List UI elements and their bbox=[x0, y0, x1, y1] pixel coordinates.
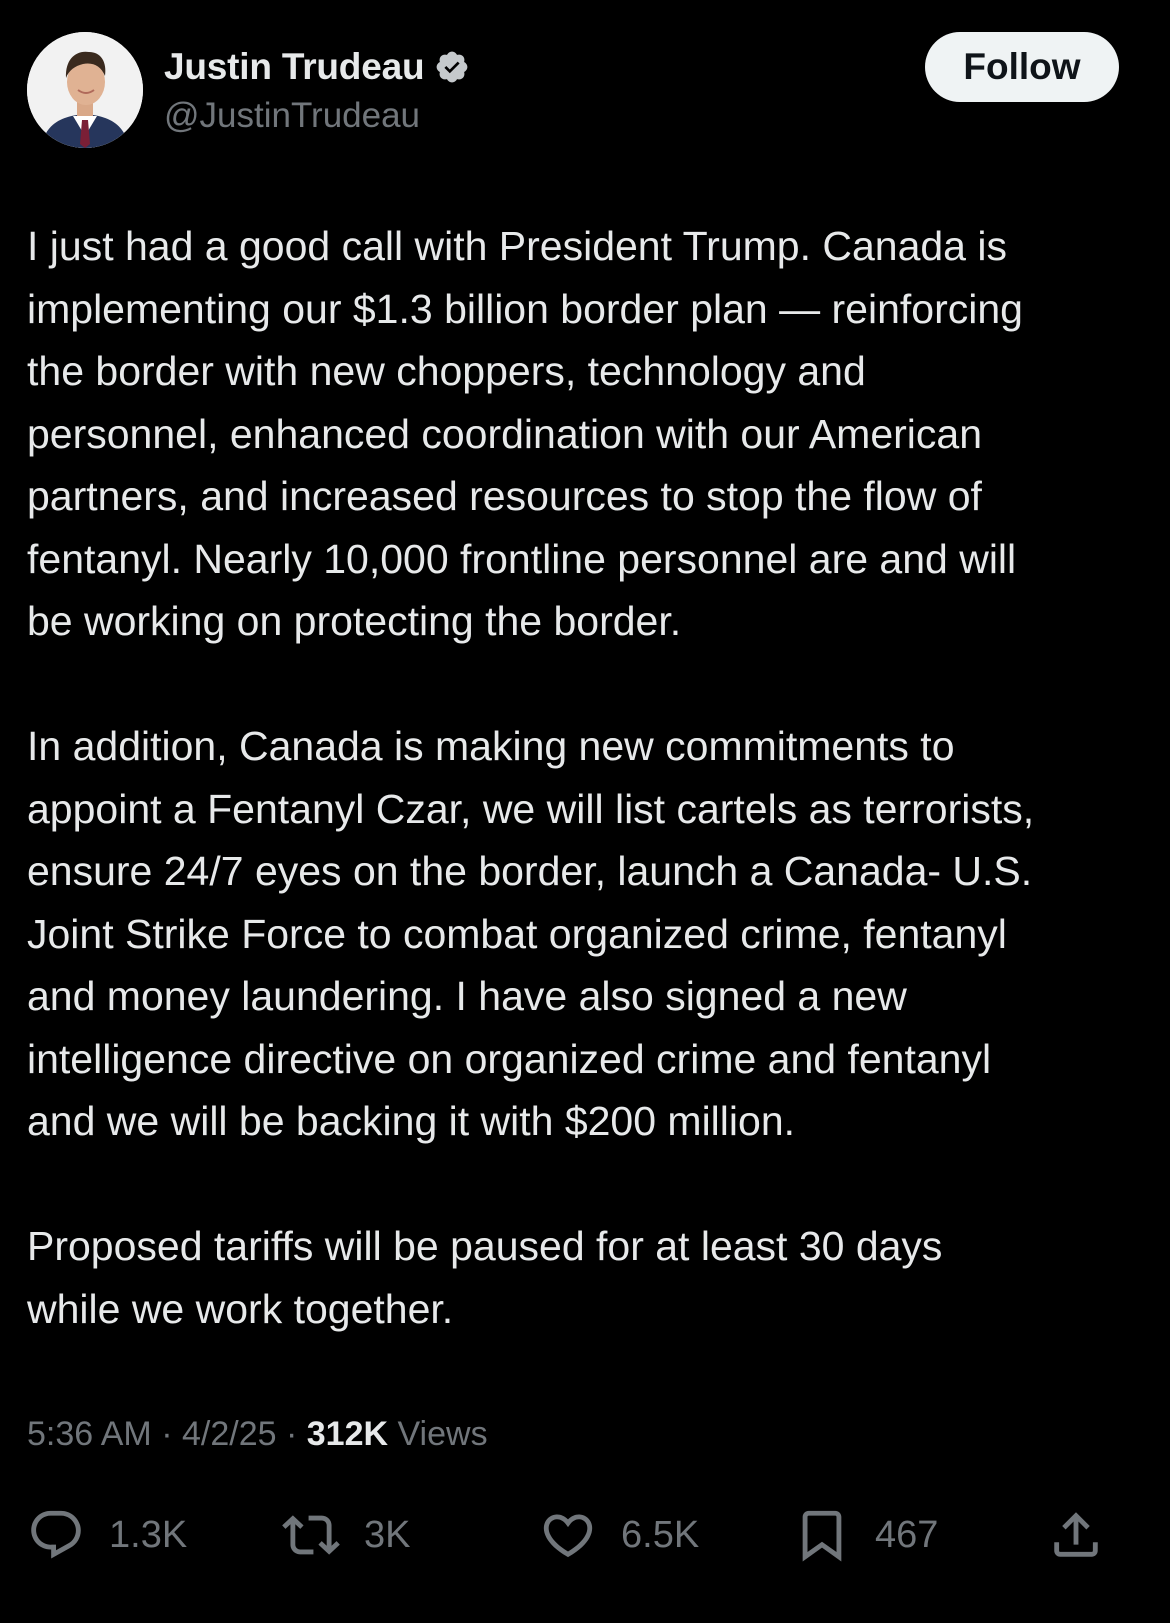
tweet-line: and money laundering. I have also signed a new bbox=[27, 973, 907, 1019]
profile-photo-icon bbox=[27, 32, 143, 148]
heart-icon bbox=[539, 1506, 597, 1564]
tweet-line: and we will be backing it with $200 million. bbox=[27, 1098, 796, 1144]
tweet-line: be working on protecting the border. bbox=[27, 598, 682, 644]
paragraph-gap bbox=[27, 653, 1147, 716]
tweet-line: while we work together. bbox=[27, 1285, 454, 1332]
views-label: Views bbox=[397, 1415, 488, 1453]
tweet-date[interactable]: 4/2/25 bbox=[181, 1415, 277, 1453]
tweet-line: partners, and increased resources to stop the flow of bbox=[27, 473, 982, 519]
meta-separator: · bbox=[285, 1415, 298, 1453]
tweet-line: the border with new choppers, technology and bbox=[27, 348, 866, 394]
tweet-time[interactable]: 5:36 AM bbox=[27, 1415, 152, 1453]
tweet-line: ensure 24/7 eyes on the border, launch a Canada- U.S. bbox=[27, 848, 1033, 894]
tweet-line: implementing our $1.3 billion border plan — reinforcing bbox=[27, 285, 1023, 332]
tweet-meta bbox=[27, 1415, 488, 1454]
repost-button[interactable] bbox=[282, 1505, 410, 1565]
tweet-line: appoint a Fentanyl Czar, we will list cartels as terrorists, bbox=[27, 785, 1035, 832]
tweet-line: Proposed tariffs will be paused for at least 30 days bbox=[27, 1223, 943, 1269]
share-button[interactable] bbox=[1047, 1505, 1105, 1565]
repost-icon bbox=[282, 1506, 340, 1564]
avatar[interactable] bbox=[27, 32, 143, 148]
bookmark-count: 467 bbox=[875, 1513, 939, 1556]
tweet-line: In addition, Canada is making new commitments to bbox=[27, 723, 955, 769]
tweet-line: I just had a good call with President Trump. Canada is bbox=[27, 223, 1007, 269]
reply-button[interactable] bbox=[27, 1505, 187, 1565]
paragraph-gap bbox=[27, 1153, 1147, 1216]
bookmark-button[interactable] bbox=[793, 1505, 938, 1565]
follow-button[interactable]: Follow bbox=[925, 32, 1119, 102]
tweet-text bbox=[27, 215, 1147, 1340]
handle[interactable]: @JustinTrudeau bbox=[164, 96, 421, 135]
like-button[interactable] bbox=[539, 1505, 699, 1565]
tweet-line: fentanyl. Nearly 10,000 frontline personnel are and will bbox=[27, 535, 1017, 582]
tweet-header bbox=[27, 32, 1119, 150]
display-name[interactable]: Justin Trudeau bbox=[164, 46, 425, 87]
name-row bbox=[164, 44, 470, 90]
meta-separator: · bbox=[161, 1415, 173, 1453]
views-count[interactable]: 312K bbox=[306, 1415, 389, 1453]
reply-count: 1.3K bbox=[109, 1513, 188, 1556]
action-bar bbox=[27, 1505, 1147, 1565]
like-count: 6.5K bbox=[621, 1513, 700, 1556]
reply-icon bbox=[27, 1506, 85, 1564]
repost-count: 3K bbox=[364, 1513, 411, 1556]
bookmark-icon bbox=[793, 1506, 851, 1564]
verified-badge-icon[interactable] bbox=[434, 49, 470, 85]
tweet-line: Joint Strike Force to combat organized crime, fentanyl bbox=[27, 910, 1007, 957]
tweet-line: personnel, enhanced coordination with our American bbox=[27, 410, 982, 457]
tweet-line: intelligence directive on organized crime and fentanyl bbox=[27, 1035, 992, 1082]
share-icon bbox=[1047, 1506, 1105, 1564]
